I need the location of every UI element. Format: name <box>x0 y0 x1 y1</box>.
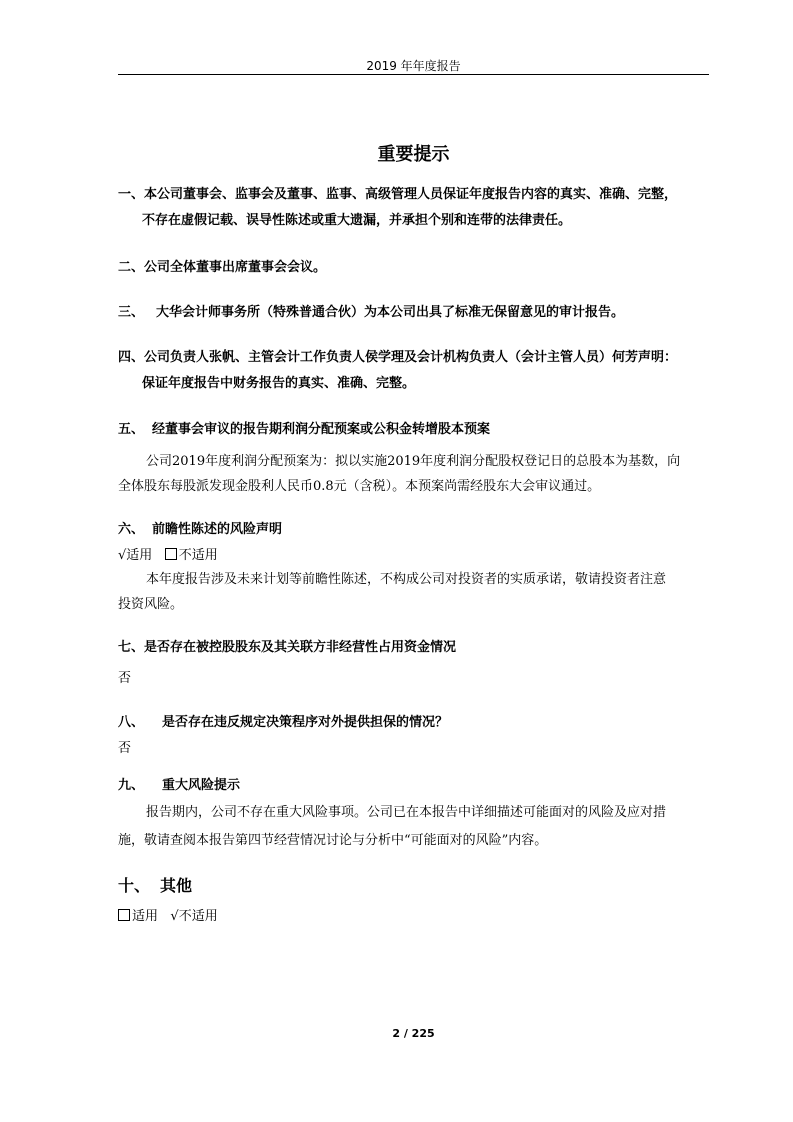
section-8-answer: 否 <box>118 741 132 756</box>
section-7-number: 七、 <box>118 640 145 655</box>
section-9-text: 重大风险提示 <box>162 778 241 793</box>
section-10-text: 其他 <box>160 876 193 895</box>
section-5-body-line1: 公司2019年度利润分配预案为：拟以实施2019年度利润分配股权登记日的总股本为基数，向 <box>146 454 681 469</box>
section-2-number: 二、 <box>118 260 145 275</box>
section-4-heading <box>118 346 677 365</box>
section-10-number: 十、 <box>118 876 151 895</box>
section-10-applicability <box>118 905 709 924</box>
section-3-text: 大华会计师事务所（特殊普通合伙）为本公司出具了标准无保留意见的审计报告。 <box>156 305 625 320</box>
section-3-number: 三、 <box>118 305 145 320</box>
section-1-number: 一、 <box>118 187 145 202</box>
section-7-heading <box>118 636 456 655</box>
section-9-body-line1: 报告期内，公司不存在重大风险事项。公司已在本报告中详细描述可能面对的风险及应对措 <box>146 805 667 820</box>
section-8-text: 是否存在违反规定决策程序对外提供担保的情况？ <box>162 715 449 730</box>
section-6-applicability <box>118 544 709 563</box>
not-applicable-label: 不适用 <box>178 548 218 563</box>
section-4-line1: 公司负责人张帆、主管会计工作负责人侯学理及会计机构负责人（会计主管人员）何芳声明： <box>144 350 678 365</box>
section-2-text: 公司全体董事出席董事会会议。 <box>144 260 327 275</box>
check-mark-icon: √ <box>170 909 179 924</box>
section-3-heading <box>118 301 624 320</box>
section-10-heading <box>118 873 192 896</box>
header-divider <box>118 74 709 75</box>
section-9-number: 九、 <box>118 778 145 793</box>
section-1-line1: 本公司董事会、监事会及董事、监事、高级管理人员保证年度报告内容的真实、准确、完整， <box>144 187 678 202</box>
section-5-number: 五、 <box>118 422 145 437</box>
page-title: 重要提示 <box>377 144 450 165</box>
section-8-heading <box>118 711 448 730</box>
applicable-label: 适用 <box>132 909 159 924</box>
checkbox-icon <box>165 548 177 560</box>
check-mark-icon: √ <box>118 548 127 563</box>
section-5-body-line2: 全体股东每股派发现金股利人民币0.8元（含税）。本预案尚需经股东大会审议通过。 <box>118 479 601 494</box>
section-6-number: 六、 <box>118 522 145 537</box>
checkbox-icon <box>118 909 130 921</box>
section-5-text: 经董事会审议的报告期利润分配预案或公积金转增股本预案 <box>152 422 491 437</box>
section-6-heading <box>118 518 282 537</box>
section-6-body-line2: 投资风险。 <box>118 597 184 612</box>
page-header: 2019 年年度报告 <box>366 59 461 73</box>
section-6-body-line1: 本年度报告涉及未来计划等前瞻性陈述，不构成公司对投资者的实质承诺，敬请投资者注意 <box>146 572 667 587</box>
section-4-line2: 保证年度报告中财务报告的真实、准确、完整。 <box>142 376 416 391</box>
section-1-heading <box>118 183 677 202</box>
section-8-number: 八、 <box>118 715 145 730</box>
applicable-label: 适用 <box>126 548 153 563</box>
section-9-body-line2: 施，敬请查阅本报告第四节经营情况讨论与分析中“可能面对的风险”内容。 <box>118 833 548 848</box>
section-2-heading <box>118 256 326 275</box>
section-6-text: 前瞻性陈述的风险声明 <box>152 522 283 537</box>
section-1-line2: 不存在虚假记载、误导性陈述或重大遗漏，并承担个别和连带的法律责任。 <box>142 213 572 228</box>
not-applicable-label: 不适用 <box>178 909 218 924</box>
page-number: 2 / 225 <box>392 1027 435 1040</box>
section-9-heading <box>118 774 240 793</box>
section-5-heading <box>118 418 490 437</box>
section-7-answer: 否 <box>118 671 132 686</box>
section-7-text: 是否存在被控股股东及其关联方非经营性占用资金情况 <box>144 640 457 655</box>
section-4-number: 四、 <box>118 350 145 365</box>
